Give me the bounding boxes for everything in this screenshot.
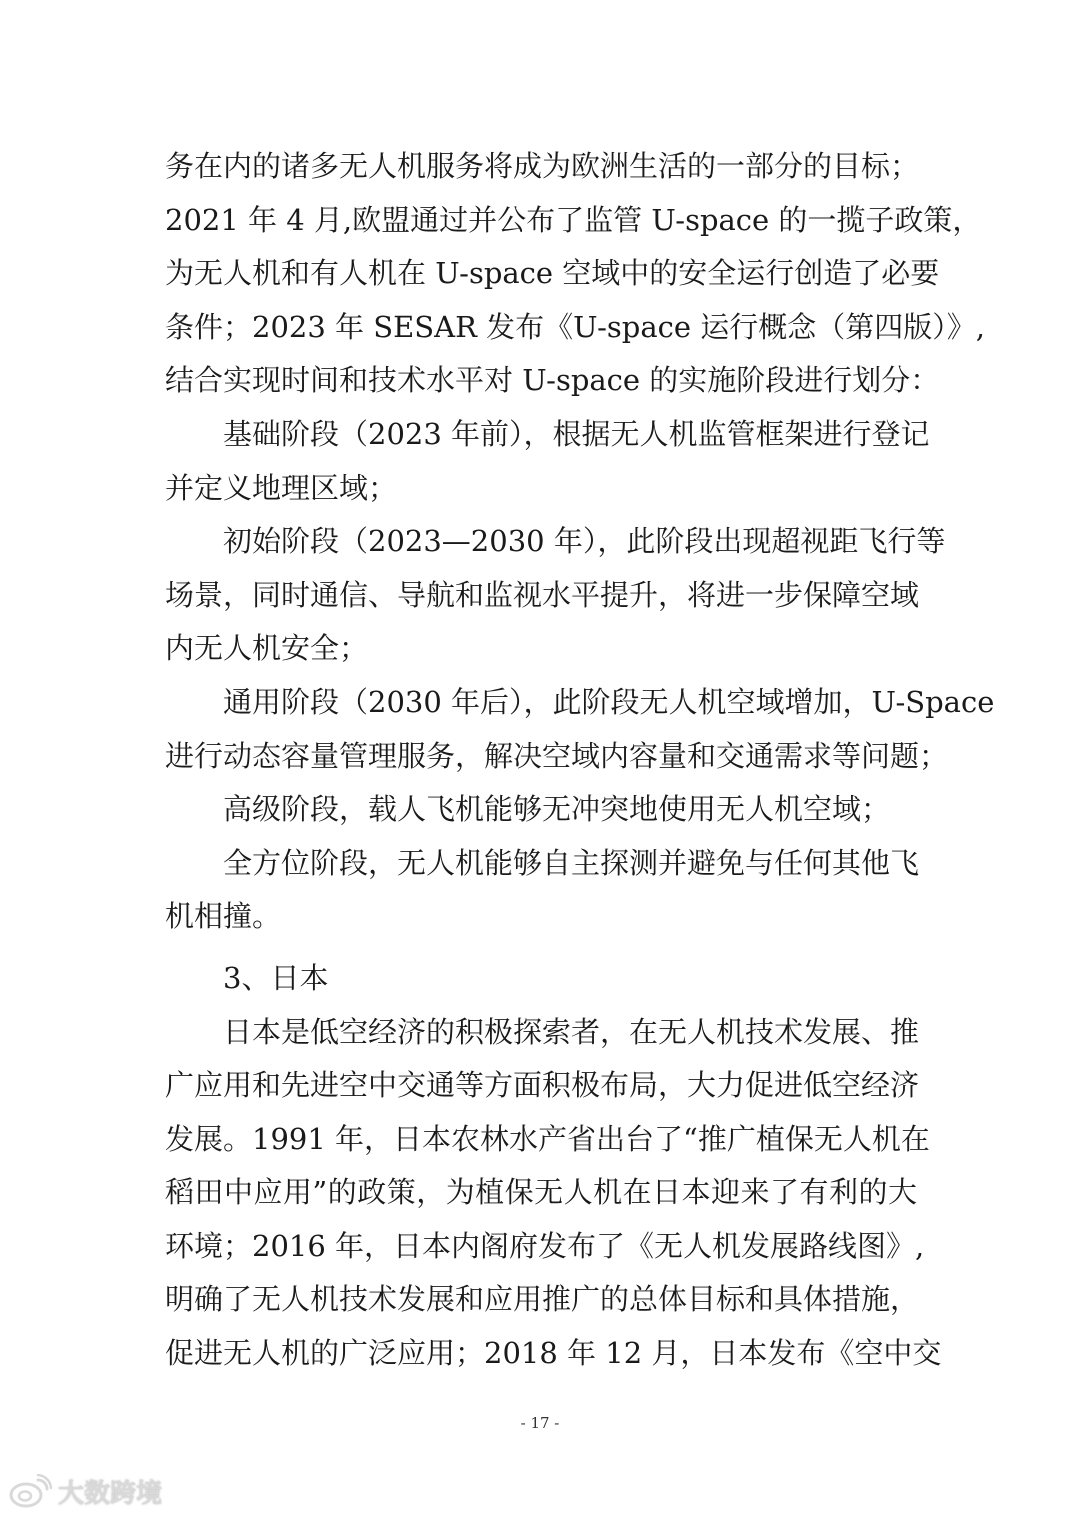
text-line: 日本是低空经济的积极探索者，在无人机技术发展、推: [223, 1014, 920, 1049]
text-line: 2021 年 4 月,欧盟通过并公布了监管 U-space 的一揽子政策，: [165, 202, 982, 237]
paragraph-1: [165, 140, 985, 408]
section-heading: 3、日本: [223, 960, 329, 995]
text-line: 为无人机和有人机在 U-space 空域中的安全运行创造了必要: [165, 256, 940, 291]
text-line: 发展。1991 年，日本农林水产省出台了“推广植保无人机在: [165, 1121, 930, 1156]
text-line: 场景，同时通信、导航和监视水平提升，将进一步保障空域: [165, 577, 920, 612]
document-body: [165, 140, 995, 1381]
section-gap: [165, 944, 917, 952]
paragraph-stage-foundation: [165, 408, 930, 515]
text-line: 结合实现时间和技术水平对 U-space 的实施阶段进行划分：: [165, 363, 940, 398]
paragraph-japan: [165, 1006, 942, 1381]
text-line: 并定义地理区域；: [165, 470, 398, 505]
text-line: 稻田中应用”的政策，为植保无人机在日本迎来了有利的大: [165, 1175, 917, 1210]
text-line: 基础阶段（2023 年前），根据无人机监管框架进行登记: [223, 416, 930, 451]
page-number: - 17 -: [520, 1414, 560, 1432]
watermark: [8, 1466, 162, 1516]
text-line: 进行动态容量管理服务，解决空域内容量和交通需求等问题；: [165, 738, 949, 773]
text-line: 明确了无人机技术发展和应用推广的总体目标和具体措施，: [165, 1282, 920, 1317]
text-line: 机相撞。: [165, 899, 282, 934]
paragraph-stage-general: [165, 676, 995, 783]
text-line: 通用阶段（2030 年后），此阶段无人机空域增加，U-Space: [223, 684, 995, 719]
paragraph-stage-initial: [165, 515, 946, 676]
paragraph-stage-full: [165, 837, 920, 944]
text-line: 内无人机安全；: [165, 631, 369, 666]
text-line: 全方位阶段，无人机能够自主探测并避免与任何其他飞: [223, 845, 920, 880]
weibo-logo-icon: [8, 1474, 52, 1508]
text-line: 高级阶段，载人飞机能够无冲突地使用无人机空域；: [223, 792, 891, 827]
text-line: 条件；2023 年 SESAR 发布《U-space 运行概念（第四版）》,: [165, 309, 985, 344]
paragraph-stage-advanced: [165, 783, 917, 837]
text-line: 广应用和先进空中交通等方面积极布局，大力促进低空经济: [165, 1068, 920, 1103]
text-line: 初始阶段（2023—2030 年），此阶段出现超视距飞行等: [223, 524, 946, 559]
text-line: 环境；2016 年，日本内阁府发布了《无人机发展路线图》,: [165, 1228, 925, 1263]
watermark-text: 大数跨境: [58, 1478, 163, 1509]
text-line: 务在内的诸多无人机服务将成为欧洲生活的一部分的目标；: [165, 149, 920, 183]
text-line: 促进无人机的广泛应用；2018 年 12 月，日本发布《空中交: [165, 1336, 942, 1371]
